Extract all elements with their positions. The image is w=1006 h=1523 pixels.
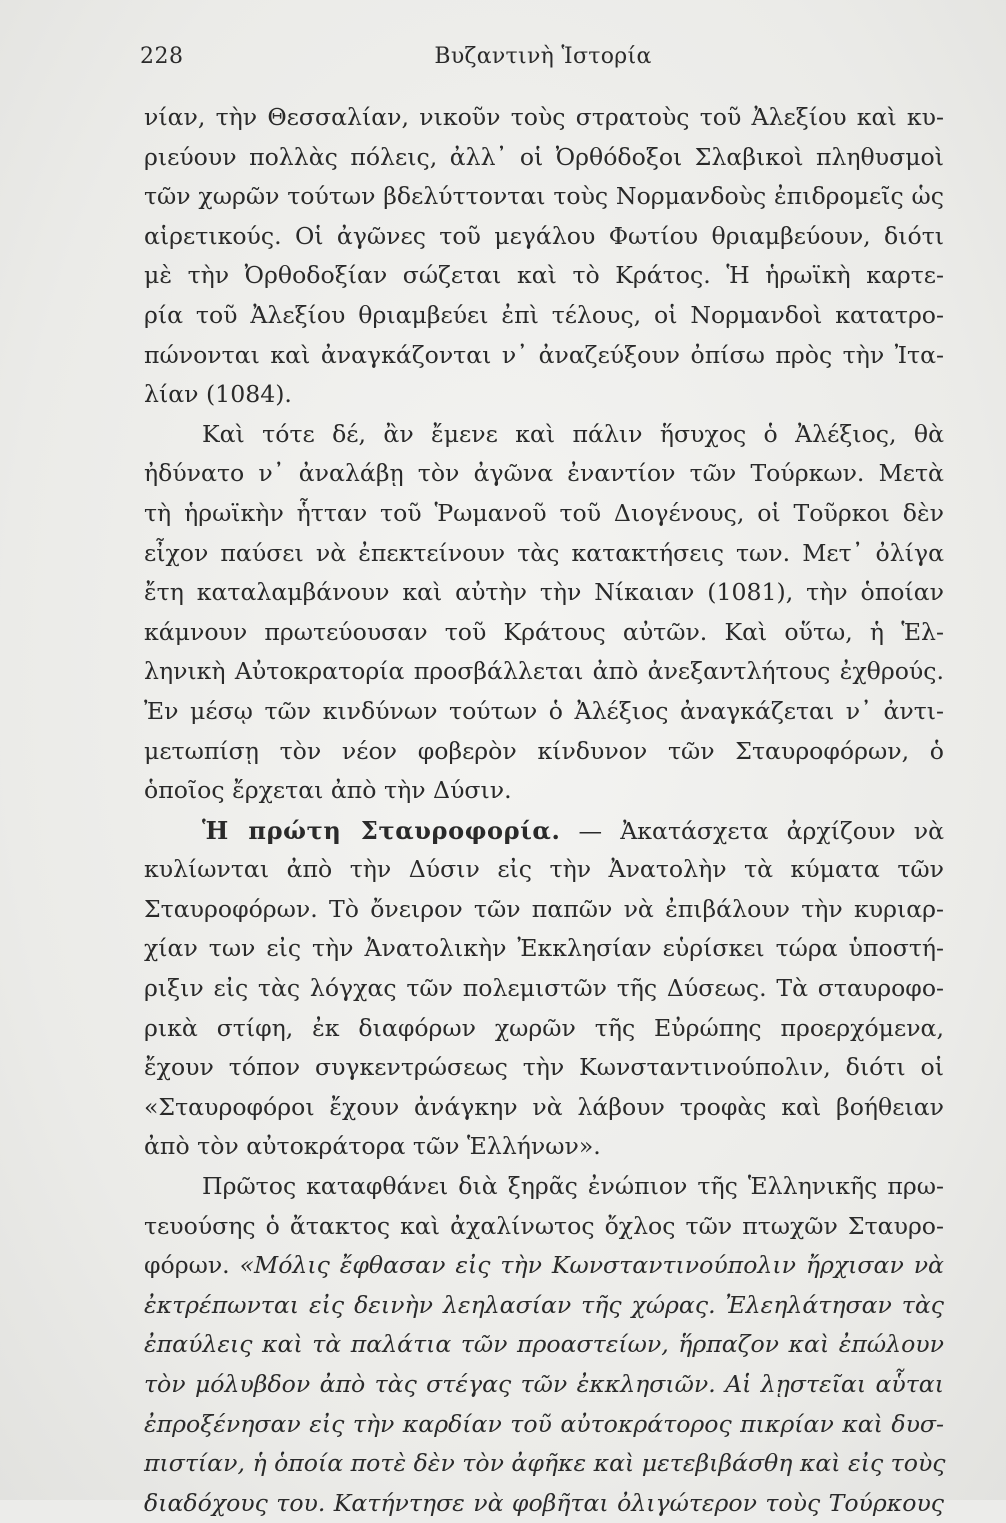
text-line: λίαν (1084).	[144, 380, 292, 409]
quote-line: διαδόχους του. Κατήντησε νὰ φοβῆται ὀλιγώτερον τοὺς Τούρκους	[144, 1488, 944, 1517]
text-line: τὴ ἡρωϊκὴν ἧτταν τοῦ Ῥωμανοῦ τοῦ Διογένους, οἱ Τοῦρκοι δὲν	[144, 498, 944, 527]
text-line: Ἐν μέσῳ τῶν κινδύνων τούτων ὁ Ἀλέξιος ἀναγκάζεται ν᾽ ἀντι-	[144, 696, 944, 725]
quote-line: ἐκτρέπωνται εἰς δεινὴν λεηλασίαν τῆς χώρας. Ἐλεηλάτησαν τὰς	[144, 1290, 944, 1319]
text-segment: φόρων.	[144, 1251, 230, 1280]
page-header	[140, 40, 946, 76]
page-number: 228	[140, 44, 184, 69]
text-line: κάμνουν πρωτεύουσαν τοῦ Κράτους αὐτῶν. Καὶ οὕτω, ἡ Ἑλ-	[144, 617, 944, 646]
text-line: τευούσης ὁ ἄτακτος καὶ ἀχαλίνωτος ὄχλος τῶν πτωχῶν Σταυρο-	[144, 1211, 944, 1240]
quote-line: ἐπαύλεις καὶ τὰ παλάτια τῶν προαστείων, ἥρπαζον καὶ ἐπώλουν	[144, 1330, 944, 1359]
text-line: ριξιν εἰς τὰς λόγχας τῶν πολεμιστῶν τῆς Δύσεως. Τὰ σταυροφο-	[144, 974, 944, 1003]
text-line: νίαν, τὴν Θεσσαλίαν, νικοῦν τοὺς στρατοὺς τοῦ Ἀλεξίου καὶ κυ-	[144, 103, 944, 131]
text-line: μὲ τὴν Ὀρθοδοξίαν σώζεται καὶ τὸ Κράτος. Ἡ ἡρωϊκὴ καρτε-	[144, 261, 944, 290]
quote-start-line	[144, 1246, 944, 1286]
paragraph-4	[144, 1167, 944, 1523]
quote-line: τὸν μόλυβδον ἀπὸ τὰς στέγας τῶν ἐκκλησιῶν. Αἱ λῃστεῖαι αὗται	[144, 1370, 944, 1398]
paragraph-2	[144, 415, 944, 811]
text-line: ρικὰ στίφη, ἐκ διαφόρων χωρῶν τῆς Εὐρώπης προερχόμενα,	[144, 1013, 944, 1042]
section-heading-line	[144, 811, 944, 851]
text-line: ληνικὴ Αὐτοκρατορία προσβάλλεται ἀπὸ ἀνεξαντλήτους ἐχθρούς.	[144, 657, 944, 686]
quote-line: ἐπροξένησαν εἰς τὴν καρδίαν τοῦ αὐτοκράτορος πικρίαν καὶ δυσ-	[144, 1409, 944, 1438]
paragraph-3	[144, 811, 944, 1167]
text-line: ὁποῖος ἔρχεται ἀπὸ τὴν Δύσιν.	[144, 776, 512, 805]
text-line: ἔτη καταλαμβάνουν καὶ αὐτὴν τὴν Νίκαιαν (1081), τὴν ὁποίαν	[144, 578, 944, 607]
text-line: Πρῶτος καταφθάνει διὰ ξηρᾶς ἐνώπιον τῆς Ἑλληνικῆς πρω-	[202, 1172, 944, 1201]
body-text	[144, 98, 944, 1523]
quote-line: πιστίαν, ἡ ὁποία ποτὲ δὲν τὸν ἀφῆκε καὶ μετεβιβάσθη καὶ εἰς τοὺς	[144, 1449, 946, 1478]
text-line: ἀπὸ τὸν αὐτοκράτορα τῶν Ἑλλήνων».	[144, 1132, 601, 1161]
text-line: ἔχουν τόπον συγκεντρώσεως τὴν Κωνσταντινούπολιν, διότι οἱ	[144, 1053, 944, 1082]
text-line: ριεύουν πολλὰς πόλεις, ἀλλ᾽ οἱ Ὀρθόδοξοι Σλαβικοὶ πληθυσμοὶ	[144, 142, 944, 171]
section-heading: Ἡ πρώτη Σταυροφορία.	[202, 815, 561, 845]
text-line: εἶχον παύσει νὰ ἐπεκτείνουν τὰς κατακτήσεις των. Μετ᾽ ὀλίγα	[144, 538, 944, 567]
text-line: Σταυροφόρων. Τὸ ὄνειρον τῶν παπῶν νὰ ἐπιβάλουν τὴν κυριαρ-	[144, 894, 944, 923]
quote-segment: «Μόλις ἔφθασαν εἰς τὴν Κωνσταντινούπολιν ἤρχισαν νὰ	[239, 1251, 944, 1280]
text-line: μετωπίσῃ τὸν νέον φοβερὸν κίνδυνον τῶν Σταυροφόρων, ὁ	[144, 736, 944, 765]
text-line: χίαν των εἰς τὴν Ἀνατολικὴν Ἐκκλησίαν εὑρίσκει τώρα ὑποστή-	[144, 934, 944, 963]
heading-line-text: — Ἀκατάσχετα ἀρχίζουν νὰ	[578, 816, 945, 845]
text-line: ρία τοῦ Ἀλεξίου θριαμβεύει ἐπὶ τέλους, οἱ Νορμανδοὶ κατατρο-	[144, 300, 944, 329]
paragraph-1	[144, 98, 944, 415]
text-line: κυλίωνται ἀπὸ τὴν Δύσιν εἰς τὴν Ἀνατολὴν τὰ κύματα τῶν	[144, 855, 944, 884]
text-line: ἠδύνατο ν᾽ ἀναλάβῃ τὸν ἀγῶνα ἐναντίον τῶν Τούρκων. Μετὰ	[144, 459, 944, 488]
text-line: «Σταυροφόροι ἔχουν ἀνάγκην νὰ λάβουν τροφὰς καὶ βοήθειαν	[144, 1092, 944, 1121]
text-line: πώνονται καὶ ἀναγκάζονται ν᾽ ἀναζεύξουν ὀπίσω πρὸς τὴν Ἰτα-	[144, 340, 944, 369]
running-title: Βυζαντινὴ Ἱστορία	[434, 44, 652, 69]
text-line: τῶν χωρῶν τούτων βδελύττονται τοὺς Νορμανδοὺς ἐπιδρομεῖς ὡς	[144, 182, 944, 211]
text-line: Καὶ τότε δέ, ἂν ἔμενε καὶ πάλιν ἥσυχος ὁ Ἀλέξιος, θὰ	[202, 419, 944, 448]
text-line: αἱρετικούς. Οἱ ἀγῶνες τοῦ μεγάλου Φωτίου θριαμβεύουν, διότι	[144, 221, 944, 250]
